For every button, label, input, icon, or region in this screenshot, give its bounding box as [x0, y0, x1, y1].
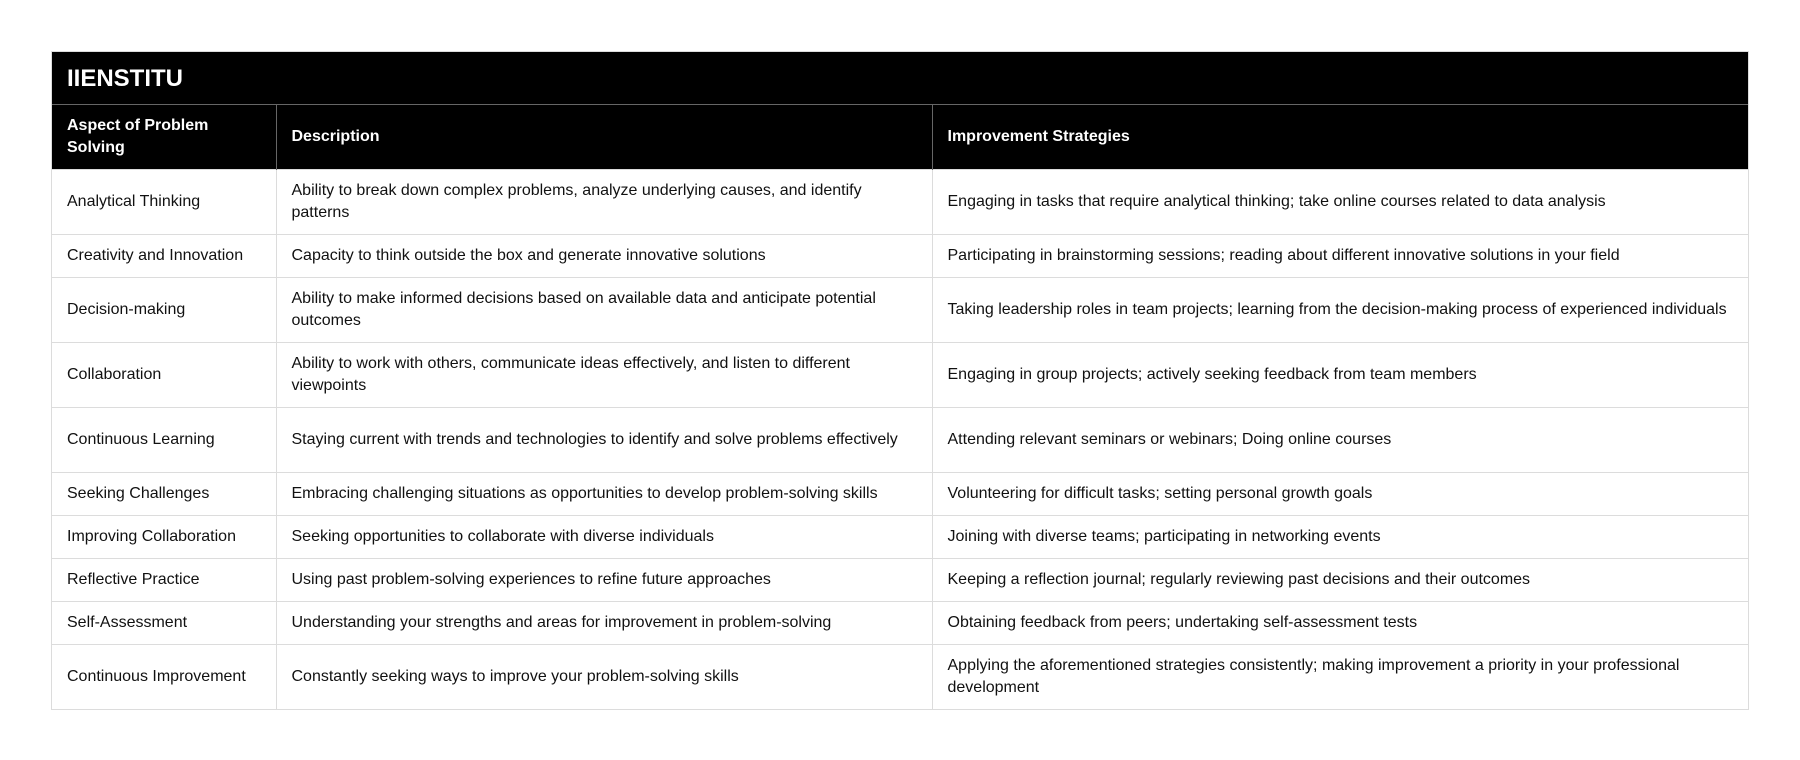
cell-description: Seeking opportunities to collaborate with diverse individuals — [276, 515, 932, 558]
cell-description: Ability to work with others, communicate ideas effectively, and listen to different viewpoints — [276, 342, 932, 407]
cell-aspect: Reflective Practice — [52, 558, 276, 601]
cell-description: Using past problem-solving experiences to refine future approaches — [276, 558, 932, 601]
table-row — [52, 601, 1748, 644]
cell-strategy: Attending relevant seminars or webinars; Doing online courses — [932, 407, 1748, 472]
table-row — [52, 407, 1748, 472]
cell-description: Constantly seeking ways to improve your problem-solving skills — [276, 644, 932, 709]
cell-aspect: Decision-making — [52, 277, 276, 342]
table-row — [52, 472, 1748, 515]
cell-description: Understanding your strengths and areas for improvement in problem-solving — [276, 601, 932, 644]
cell-description: Capacity to think outside the box and generate innovative solutions — [276, 234, 932, 277]
table-row — [52, 169, 1748, 234]
cell-aspect: Creativity and Innovation — [52, 234, 276, 277]
header-improvement-strategies: Improvement Strategies — [932, 105, 1748, 169]
cell-strategy: Engaging in tasks that require analytical thinking; take online courses related to data analysis — [932, 169, 1748, 234]
cell-aspect: Self-Assessment — [52, 601, 276, 644]
cell-strategy: Volunteering for difficult tasks; setting personal growth goals — [932, 472, 1748, 515]
table-row — [52, 342, 1748, 407]
cell-aspect: Improving Collaboration — [52, 515, 276, 558]
cell-strategy: Joining with diverse teams; participating in networking events — [932, 515, 1748, 558]
cell-aspect: Continuous Learning — [52, 407, 276, 472]
table-row — [52, 558, 1748, 601]
cell-description: Staying current with trends and technologies to identify and solve problems effectively — [276, 407, 932, 472]
table-row — [52, 234, 1748, 277]
cell-aspect: Seeking Challenges — [52, 472, 276, 515]
data-table — [52, 105, 1748, 709]
cell-aspect: Collaboration — [52, 342, 276, 407]
header-description: Description — [276, 105, 932, 169]
cell-strategy: Keeping a reflection journal; regularly reviewing past decisions and their outcomes — [932, 558, 1748, 601]
header-row — [52, 105, 1748, 169]
cell-strategy: Engaging in group projects; actively seeking feedback from team members — [932, 342, 1748, 407]
cell-description: Ability to make informed decisions based on available data and anticipate potential outcomes — [276, 277, 932, 342]
table-row — [52, 644, 1748, 709]
cell-strategy: Participating in brainstorming sessions; reading about different innovative solutions in your field — [932, 234, 1748, 277]
cell-description: Embracing challenging situations as opportunities to develop problem-solving skills — [276, 472, 932, 515]
data-table-container — [51, 51, 1749, 710]
cell-description: Ability to break down complex problems, analyze underlying causes, and identify patterns — [276, 169, 932, 234]
cell-aspect: Continuous Improvement — [52, 644, 276, 709]
table-title: IIENSTITU — [52, 52, 1748, 105]
cell-aspect: Analytical Thinking — [52, 169, 276, 234]
cell-strategy: Obtaining feedback from peers; undertaking self-assessment tests — [932, 601, 1748, 644]
table-row — [52, 277, 1748, 342]
table-row — [52, 515, 1748, 558]
header-aspect: Aspect of Problem Solving — [52, 105, 276, 169]
cell-strategy: Applying the aforementioned strategies consistently; making improvement a priority in your professional development — [932, 644, 1748, 709]
cell-strategy: Taking leadership roles in team projects; learning from the decision-making process of experienced individuals — [932, 277, 1748, 342]
